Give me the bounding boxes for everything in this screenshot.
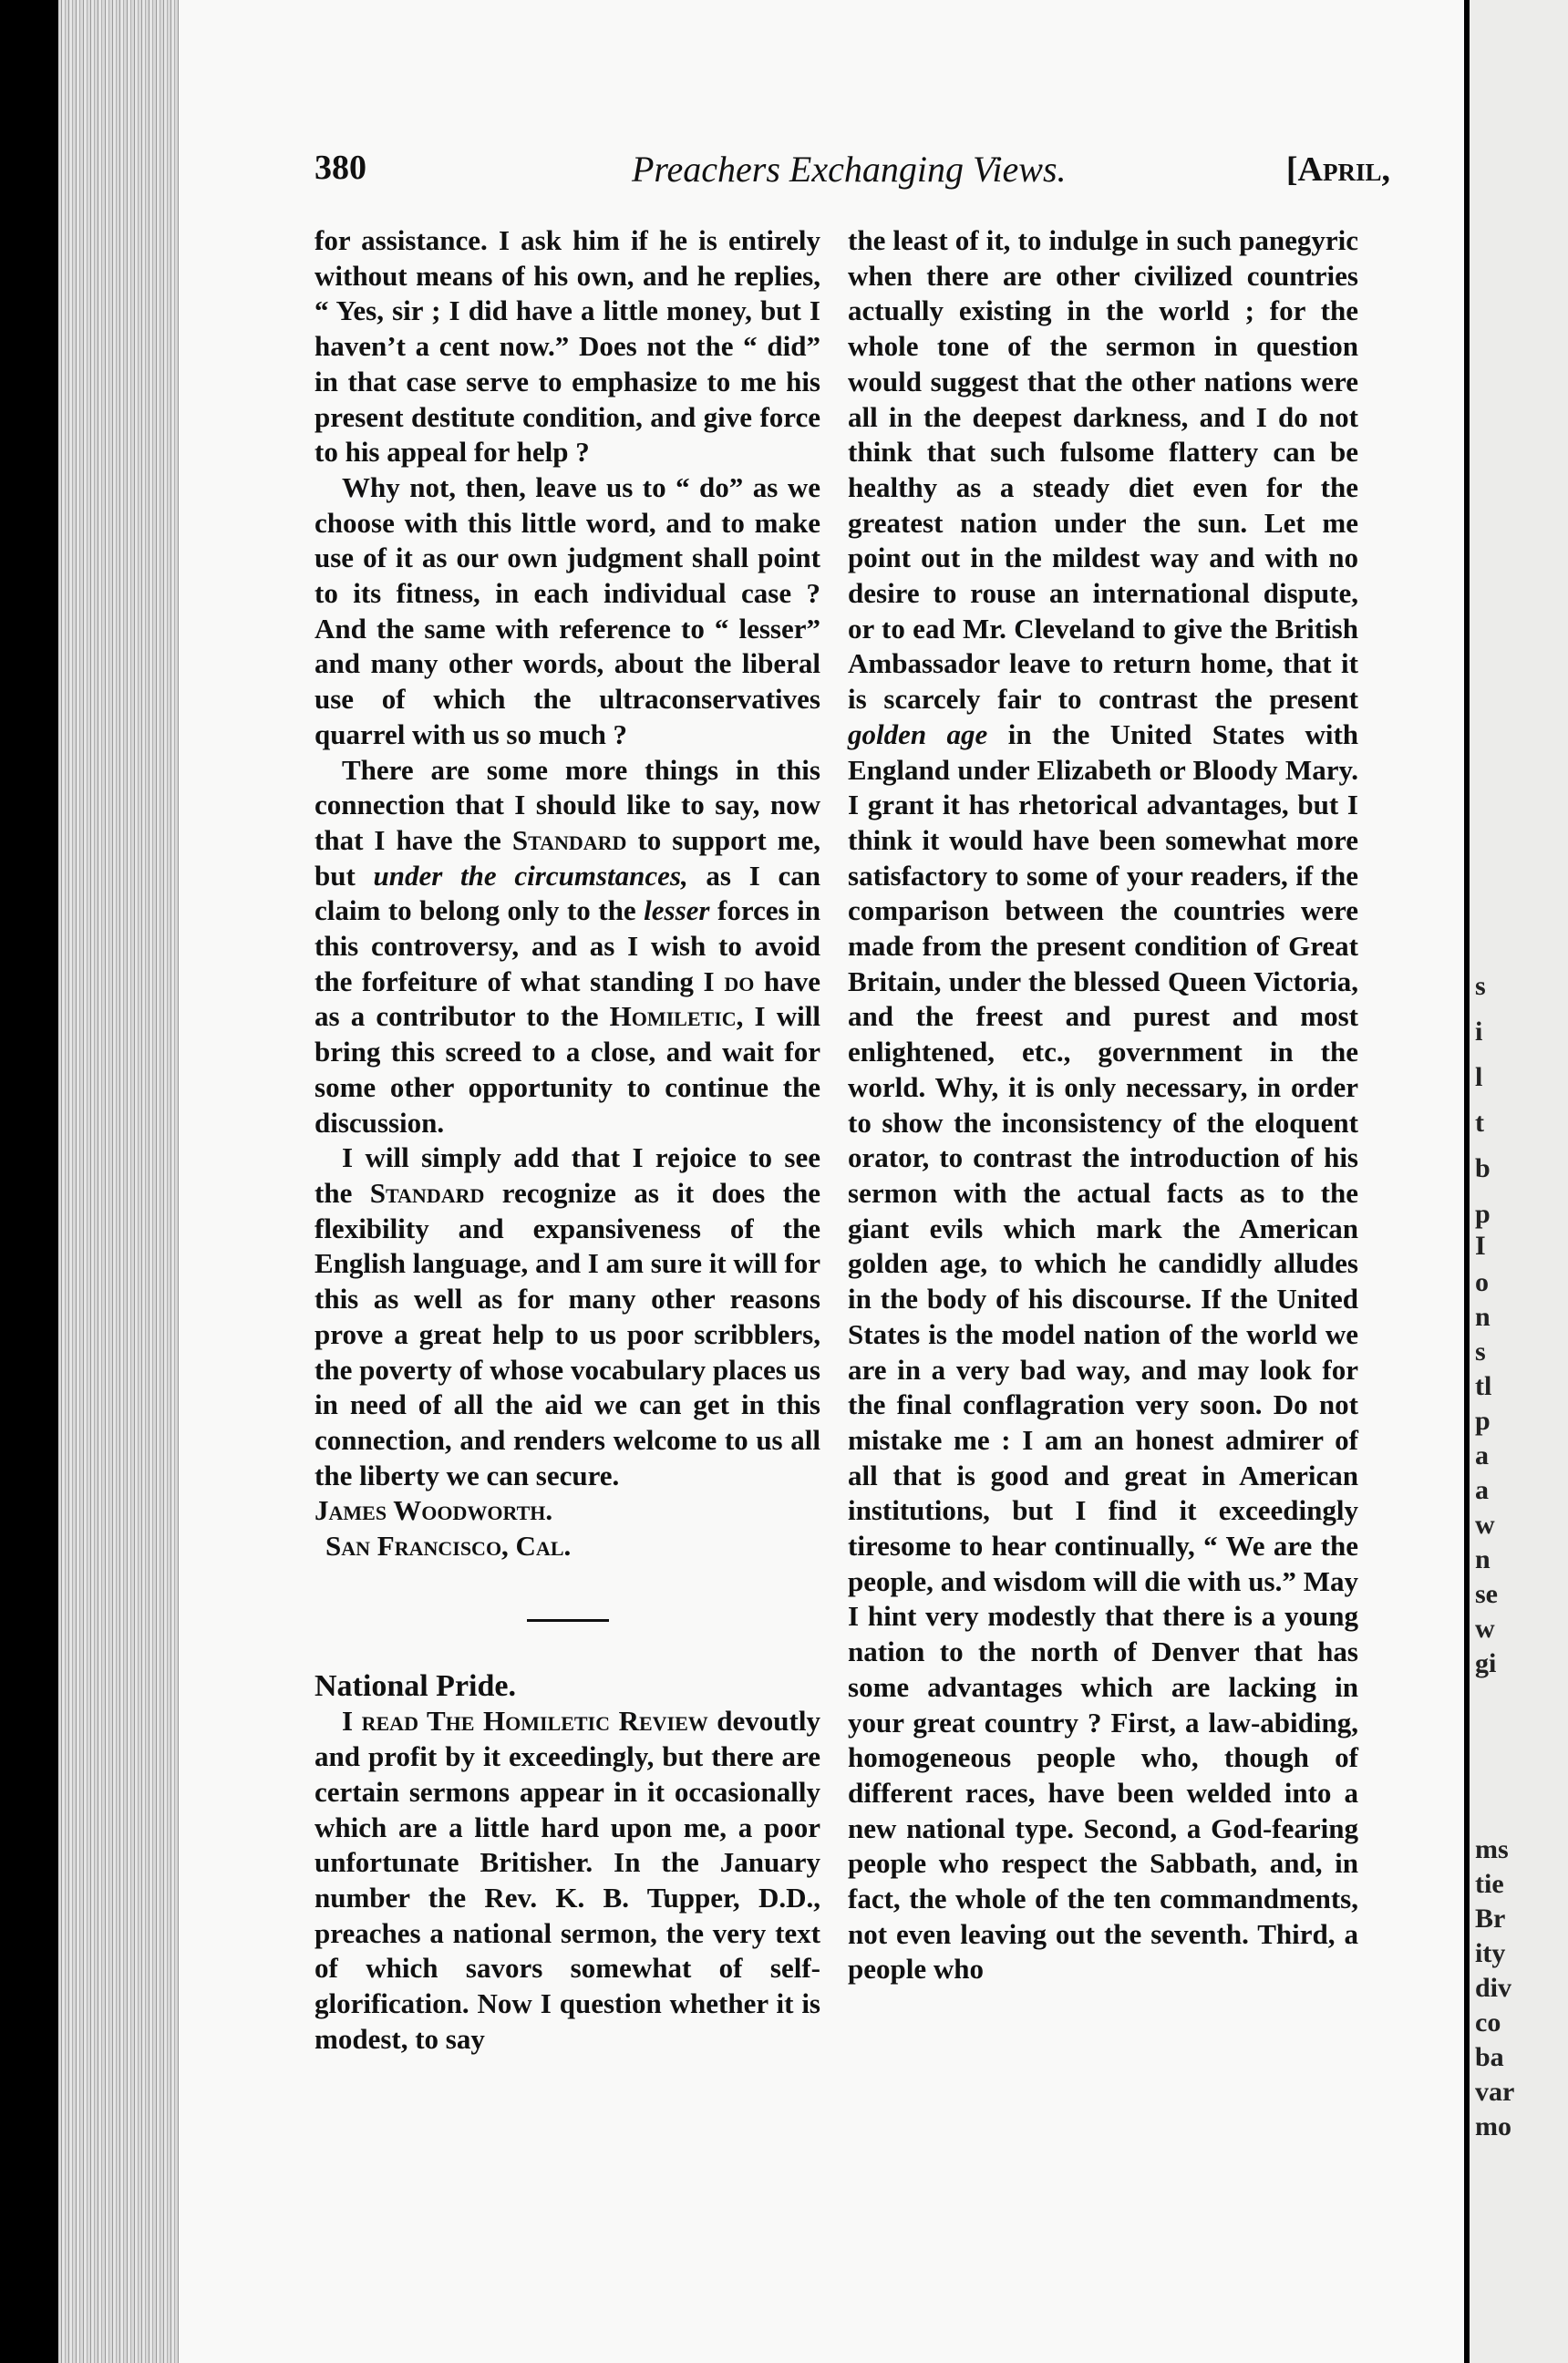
fragment: div [1475,1973,1512,2003]
fragment: ms [1475,1834,1509,1864]
text-run: forces in this controversy, and as I wish to avoid the forfeiture of what standing I [315,894,820,997]
text-run: There are some more things in this connection that I should like to say, now that I have the [315,753,820,856]
adjacent-page-edge [1470,0,1568,2363]
italic-run: under the circumstances, [373,859,688,892]
text-run: recognize as it does the flexibility and expansiveness of the English language, and I am sure it will for this as well as for many other reasons prove a great help to us poor scribblers, the poverty of whose vocabulary places us in need of all the aid we can get in this connection, and renders welcome to us all the liberty we can secure. [315,1176,821,1491]
fragment: w [1475,1614,1495,1644]
paragraph: for assistance. I ask him if he is entirely without means of his own, and he replies, “ Yes, sir ; I did have a little money, but I haven’t a cent now.” Does not the “ did” in that case serve to emphasize to me his present destitute condition, and give force to his appeal for help ? [315,224,820,469]
fragment: Br [1475,1904,1506,1934]
text-run: Standard [511,823,627,856]
fragment: ity [1475,1938,1506,1968]
fragment: s [1475,1336,1486,1367]
fragment: n [1475,1544,1491,1574]
left-column [315,223,820,2057]
fragment: se [1475,1579,1498,1609]
running-month: [April, [1285,150,1390,189]
section-title: National Pride. [315,1668,516,1703]
fragment: s [1475,971,1486,1001]
italic-run: lesser [644,894,710,927]
text-run: have as a contributor to the [315,965,820,1033]
page-edges [58,0,186,2363]
fragment: b [1475,1153,1491,1183]
text-run: devoutly and profit by it exceedingly, but there are certain sermons appear in it occasionally which are a little hard upon me, a poor unfortunate Britisher. In the January number the Rev. K. B. Tupper, D.D., preaches a national sermon, the very text of which savors somewhat of self-glorification. Now I question whether it is modest, to say [315,1705,820,2055]
paragraph [315,1704,820,2057]
fragment: mo [1475,2111,1511,2141]
fragment: var [1475,2077,1515,2107]
text-run: do [724,965,755,997]
text-run: in the United States with England under Elizabeth or Bloody Mary. I grant it has rhetorical advantages, but I think it would have been somewhat more satisfactory to some of your readers, if the comparison between the countries were made from the present condition of Great Britain, under the blessed Queen Victoria, and the freest and purest and most enlightened, etc., government in the world. Why, it is only necessary, in order to show the inconsistency of the eloquent orator, to contrast the introduction of his sermon with the actual facts as to the giant evils which mark the American golden age, to which he candidly alludes in the body of his discourse. If the United States is the model nation of the world we are in a very bad way, and may look for the final conflagration very soon. Do not mistake me : I am an honest admirer of all that is good and great in American institutions, but I find it exceedingly tiresome to hear continually, “ We are the people, and wisdom will die with us.” May I hint very modestly that there is a young nation to the north of Denver that has some advantages which are lacking in your great country ? First, a law-abiding, homogeneous people who, though of different races, have been welded into a new national type. Second, a God-fearing people who respect the Sabbath, and, in fact, the whole of the ten commandments, not even leaving out the seventh. Third, a people who [848,717,1359,1986]
fragment: n [1475,1302,1491,1332]
fragment: i [1475,1016,1483,1047]
section-divider [527,1619,609,1622]
text-run: Homiletic [609,1000,737,1033]
fragment: w [1475,1510,1495,1540]
fragment: t [1475,1108,1484,1138]
place-line: San Francisco, Cal. [325,1530,572,1563]
fragment: ba [1475,2042,1504,2072]
fragment: gi [1475,1648,1497,1678]
text-run: I will simply add that I rejoice to see the [315,1141,820,1209]
paragraph [848,223,1358,1987]
fragment: p [1475,1406,1491,1436]
text-run: to support me, but [315,823,820,892]
fragment: co [1475,2007,1501,2038]
text-run: , I will bring this screed to a close, and wait for some other opportunity to continue the discussion. [315,1000,820,1139]
text-run: as I can claim to belong only to the [315,859,820,927]
right-column [848,223,1358,1987]
fragment: tie [1475,1869,1504,1899]
text-run: I read The Homiletic Review [342,1705,708,1738]
italic-run: golden age [848,717,988,750]
fragment: I [1475,1231,1486,1261]
fragment: o [1475,1267,1489,1297]
text-run: Standard [369,1176,485,1209]
page-header [315,148,1390,202]
running-title: Preachers Exchanging Views. [632,149,1067,190]
fragment: a [1475,1440,1489,1470]
fragment: a [1475,1475,1489,1505]
paragraph [315,1140,820,1493]
paragraph: Why not, then, leave us to “ do” as we choose with this little word, and to make use of it as our own judgment shall point to its fitness, in each individual case ? And the same with reference to “ lesser” and many other words, about the liberal use of which the ultraconservatives quarrel with us so much ? [315,470,820,750]
page-number: 380 [315,149,366,187]
signature: James Woodworth. [315,1494,553,1527]
fragment: p [1475,1199,1491,1229]
fragment: tl [1475,1371,1492,1401]
fragment: l [1475,1062,1483,1092]
text-run: the least of it, to indulge in such panegyric when there are other civilized countries actually existing in the world ; for the whole tone of the sermon in question would suggest that the other nations were all in the deepest darkness, and I do not think that such fulsome flattery can be healthy as a steady diet even for the greatest nation under the sun. Let me point out in the mildest way and with no desire to rouse an international dispute, or to ead Mr. Cleveland to give the British Ambassador leave to return home, that it is scarcely fair to contrast the present [848,224,1358,716]
paragraph [315,753,820,1141]
